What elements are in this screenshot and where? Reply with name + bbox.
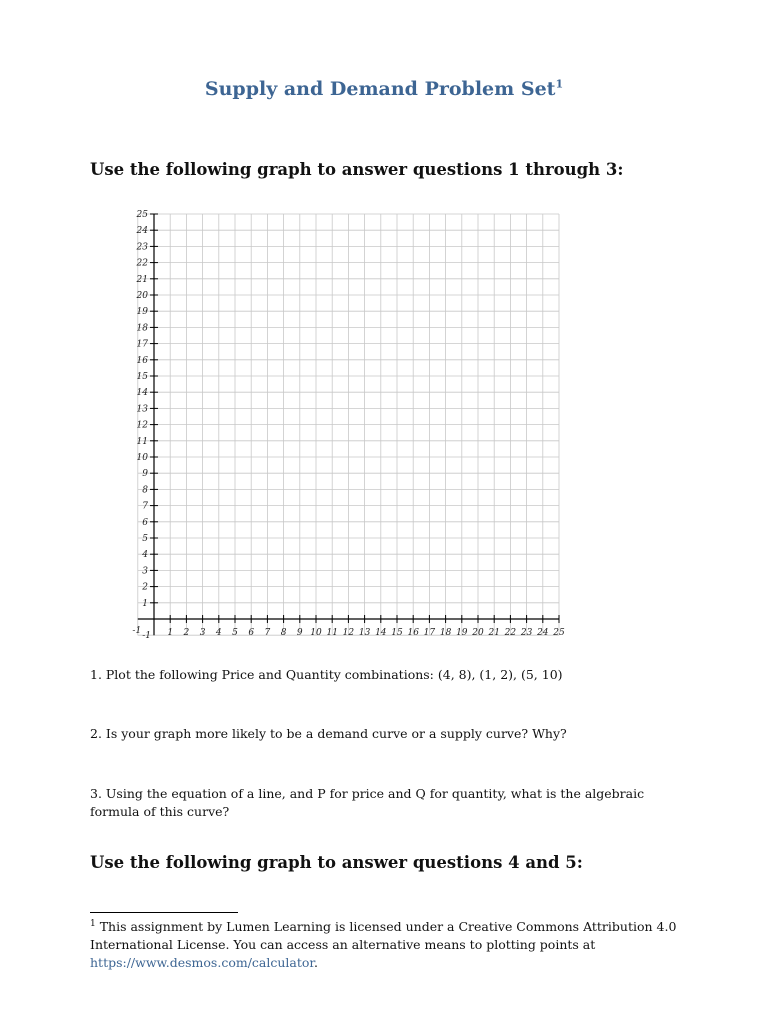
y-origin-label: -1 — [142, 631, 151, 642]
x-tick-label: 14 — [375, 628, 387, 638]
y-tick-label: 2 — [142, 582, 148, 593]
blank-coordinate-graph — [120, 194, 580, 649]
x-origin-label: -1 — [132, 626, 142, 636]
x-tick-label: 3 — [199, 628, 206, 638]
x-tick-label: 13 — [358, 628, 371, 638]
question-2: 2. Is your graph more likely to be a demand curve or a supply curve? Why? — [90, 726, 567, 741]
y-tick-label: 17 — [136, 339, 148, 350]
y-tick-label: 25 — [136, 210, 148, 220]
x-tick-label: 17 — [423, 628, 436, 638]
footnote-divider — [90, 912, 238, 913]
y-tick-label: 8 — [142, 485, 148, 496]
x-tick-label: 2 — [183, 628, 190, 638]
x-tick-label: 22 — [504, 628, 517, 638]
x-tick-label: 1 — [167, 628, 174, 638]
y-tick-label: 3 — [142, 566, 148, 577]
x-tick-label: 16 — [407, 628, 419, 638]
title-footnote-mark: 1 — [555, 77, 564, 91]
y-tick-label: 13 — [136, 404, 148, 415]
x-tick-label: 20 — [472, 628, 484, 638]
x-tick-label: 18 — [439, 628, 452, 638]
x-tick-label: 7 — [264, 628, 271, 638]
footnote-text: This assignment by Lumen Learning is licensed under a Creative Commons Attribution 4.0 International License. You can access an alternative means to plotting points at — [90, 919, 677, 952]
y-tick-label: 20 — [136, 291, 148, 301]
graph-grid — [138, 214, 559, 635]
x-tick-label: 6 — [248, 628, 255, 638]
y-tick-label: 19 — [136, 307, 148, 318]
question-3: 3. Using the equation of a line, and P for price and Q for quantity, what is the algebraic formula of this curve? — [90, 786, 645, 819]
x-tick-label: 25 — [553, 628, 565, 638]
y-tick-label: 14 — [136, 388, 148, 399]
x-tick-label: 21 — [488, 628, 500, 638]
y-tick-label: 9 — [142, 469, 148, 480]
y-tick-label: 6 — [142, 517, 148, 528]
y-tick-label: 22 — [136, 258, 148, 269]
y-tick-label: 12 — [136, 420, 148, 431]
y-tick-label: 10 — [136, 453, 148, 463]
x-tick-label: 9 — [296, 628, 303, 638]
y-tick-label: 4 — [142, 550, 148, 561]
y-tick-label: 1 — [142, 598, 148, 609]
y-tick-label: 21 — [136, 274, 148, 285]
y-tick-label: 16 — [136, 355, 148, 366]
heading-questions-1-3: Use the following graph to answer questions 1 through 3: — [90, 160, 624, 179]
x-tick-label: 10 — [310, 628, 322, 638]
x-tick-label: 19 — [456, 628, 468, 638]
heading-questions-4-5: Use the following graph to answer questions 4 and 5: — [90, 853, 583, 872]
y-tick-label: 7 — [142, 501, 148, 512]
x-tick-label: 5 — [232, 628, 238, 638]
desmos-link[interactable]: https://www.desmos.com/calculator — [90, 955, 315, 970]
y-tick-label: 23 — [136, 242, 148, 253]
x-tick-label: 11 — [326, 628, 338, 638]
y-tick-label: 11 — [136, 436, 148, 447]
x-tick-label: 24 — [537, 628, 549, 638]
footnote: $^1$ This assignment by Lumen Learning is licensed under a Creative Commons Attribution 4.0 International License. You can access an alternative means to plotting points at https://www.desmos.com/calculator. — [90, 918, 677, 970]
y-tick-label: 5 — [142, 534, 148, 544]
x-tick-label: 12 — [342, 628, 355, 638]
x-tick-label: 4 — [215, 628, 222, 638]
x-tick-label: 23 — [520, 628, 533, 638]
page-title: Supply and Demand Problem Set$^1$ — [204, 77, 564, 100]
question-1: 1. Plot the following Price and Quantity combinations: (4, 8), (1, 2), (5, 10) — [90, 667, 563, 682]
x-tick-label: 15 — [391, 628, 403, 638]
y-tick-label: 15 — [136, 372, 148, 382]
x-tick-label: 8 — [280, 628, 287, 638]
y-tick-label: 24 — [136, 226, 148, 237]
y-tick-label: 18 — [136, 323, 148, 334]
footnote-mark: 1 — [90, 918, 96, 929]
